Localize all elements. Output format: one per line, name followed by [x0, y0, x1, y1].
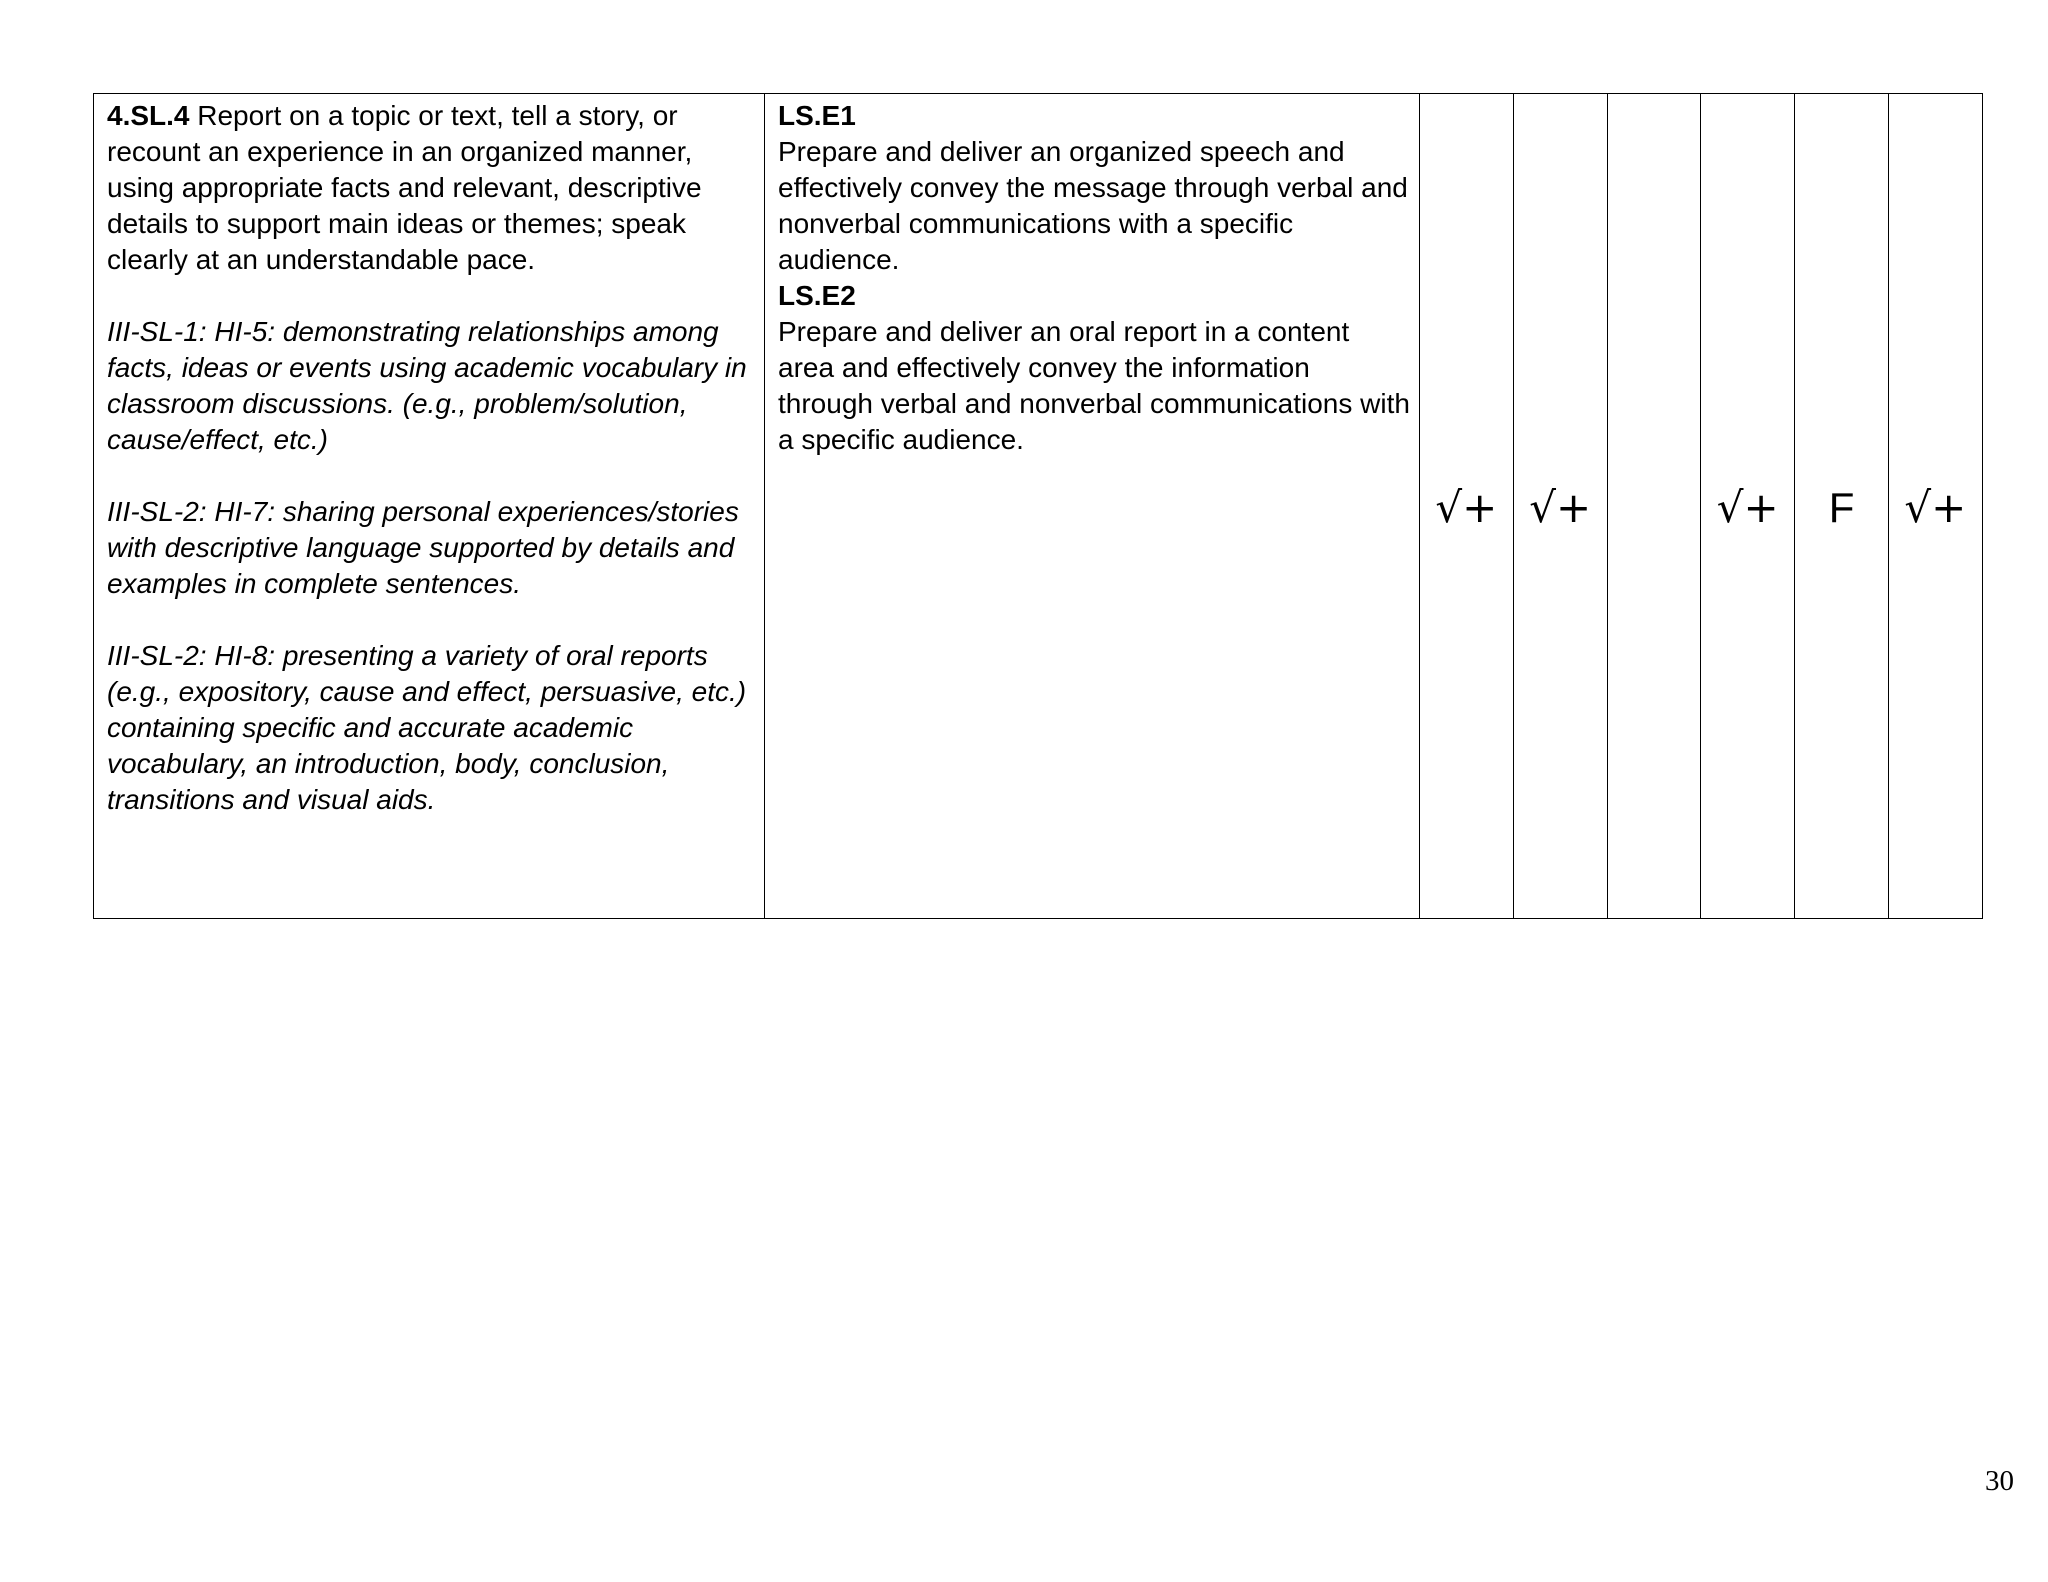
standard-text: Report on a topic or text, tell a story, or recount an experience in an organized manner, using appropriate facts and relevant, descriptive details to support main ideas or themes; speak clearly at an understandable pace.: [107, 100, 702, 275]
gle-cell: [765, 94, 1420, 919]
mark-5: F: [1828, 484, 1855, 531]
standards-table: [93, 93, 1983, 919]
gle-code-1: LS.E1: [778, 100, 856, 131]
mark-6: √+: [1904, 483, 1967, 532]
mark-cell-6: [1888, 94, 1982, 919]
mark-cell-5: [1795, 94, 1889, 919]
standard-cell: [94, 94, 765, 919]
mark-cell-3: [1607, 94, 1701, 919]
standard-description: [107, 98, 756, 278]
standard-code: 4.SL.4: [107, 100, 190, 131]
mark-cell-1: [1420, 94, 1514, 919]
indicator-2: III-SL-2: HI-7: sharing personal experiences/stories with descriptive language supported by details and examples in complete sentences.: [107, 496, 739, 599]
page-number: 30: [1985, 1465, 2014, 1497]
gle-text-1: Prepare and deliver an organized speech and effectively convey the message through verbal and nonverbal communications with a specific audience.: [778, 136, 1408, 275]
mark-cell-2: [1513, 94, 1607, 919]
indicator-1: III-SL-1: HI-5: demonstrating relationships among facts, ideas or events using academic vocabulary in classroom discussions. (e.g., problem/solution, cause/effect, etc.): [107, 316, 747, 455]
indicator-3: III-SL-2: HI-8: presenting a variety of oral reports (e.g., expository, cause and effect, persuasive, etc.) containing specific and accurate academic vocabulary, an introduction, body, conclusion, transitions and visual aids.: [107, 640, 747, 815]
mark-1: √+: [1435, 483, 1498, 532]
gle-text-2: Prepare and deliver an oral report in a content area and effectively convey the information through verbal and nonverbal communications with a specific audience.: [778, 316, 1410, 455]
table-row: [94, 94, 1983, 919]
gle-code-2: LS.E2: [778, 280, 856, 311]
mark-4: √+: [1716, 483, 1779, 532]
mark-2: √+: [1529, 483, 1592, 532]
mark-cell-4: [1701, 94, 1795, 919]
